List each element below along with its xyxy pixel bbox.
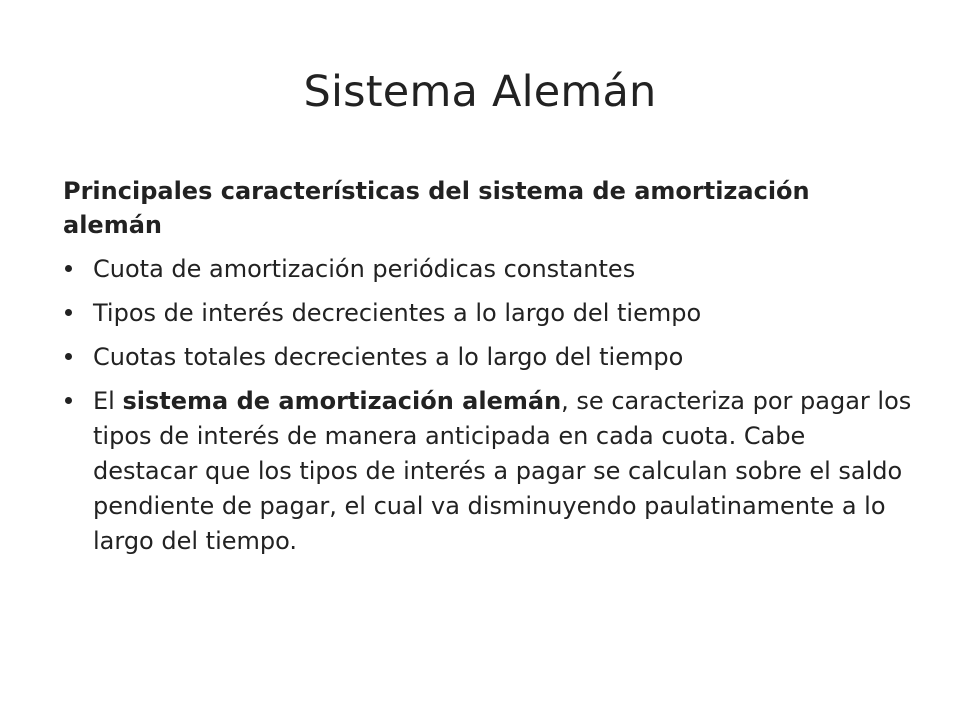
bullet-text: Cuota de amortización periódicas constantes	[93, 255, 636, 283]
bullet-text-emphasis: sistema de amortización alemán	[122, 387, 562, 415]
bullet-text-prefix: El	[93, 387, 123, 415]
bullet-text: Cuotas totales decrecientes a lo largo del tiempo	[93, 343, 684, 371]
bullet-icon	[65, 309, 72, 316]
bullet-text-suffix: , se caracteriza por pagar los tipos de interés de manera anticipada en cada cuota. Cabe destacar que los tipos de interés a pagar se calculan sobre el saldo pendiente de pagar, el cual va disminuyendo paulatinamente a lo largo del tiempo.	[93, 387, 912, 555]
slide-content	[63, 174, 913, 569]
bullet-icon	[65, 265, 72, 272]
bullet-item	[63, 252, 913, 286]
bullet-icon	[65, 353, 72, 360]
bullet-text: Tipos de interés decrecientes a lo largo del tiempo	[93, 299, 702, 327]
slide-title: Sistema Alemán	[303, 67, 657, 117]
section-subheading: Principales características del sistema de amortización alemán	[63, 177, 810, 239]
bullet-item-description	[63, 384, 913, 559]
bullet-icon	[65, 397, 72, 404]
bullet-item	[63, 340, 913, 374]
bullet-list	[63, 252, 913, 559]
bullet-item	[63, 296, 913, 330]
